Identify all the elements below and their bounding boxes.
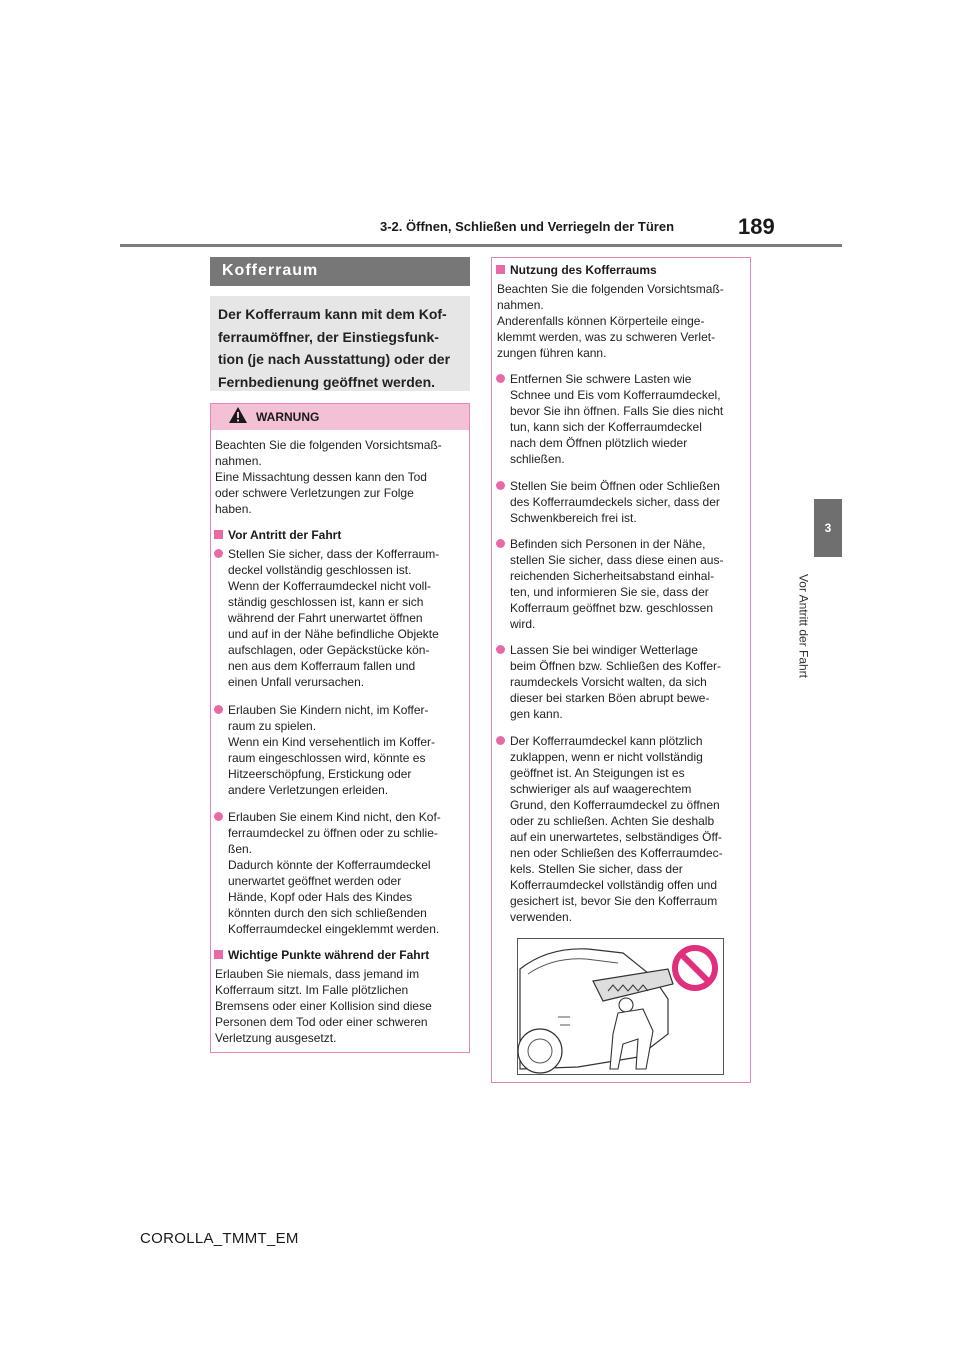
text-line: nahmen.	[497, 298, 544, 312]
text-line: unerwartet geöffnet werden oder	[228, 874, 402, 888]
text-line: Grund, den Kofferraumdeckel zu öffnen	[510, 798, 720, 812]
text-line: Stellen Sie sicher, dass der Kofferraum-	[228, 547, 440, 561]
right-bullet-5	[496, 733, 762, 925]
text-line: Schwenkbereich frei ist.	[510, 511, 637, 525]
text-line: geöffnet ist. An Steigungen ist es	[510, 766, 685, 780]
text-line: nen aus dem Kofferraum fallen und	[228, 659, 416, 673]
text-line: Erlauben Sie einem Kind nicht, den Kof-	[228, 810, 441, 824]
text-line: Beachten Sie die folgenden Vorsichtsmaß-	[215, 438, 442, 452]
text-line: des Kofferraumdeckels sicher, dass der	[510, 495, 720, 509]
warning-bullet-3	[214, 809, 480, 937]
section-title: Kofferraum	[222, 262, 319, 279]
text-line: Schnee und Eis vom Kofferraumdeckel,	[510, 388, 721, 402]
intro-line: Fernbedienung geöffnet werden.	[218, 373, 436, 390]
warning-subheading-2	[214, 947, 480, 963]
text-line: stellen Sie sicher, dass diese einen aus-	[510, 553, 724, 567]
text-line: raumdeckels Vorsicht walten, da sich	[510, 675, 707, 689]
text-line: zungen führen kann.	[497, 346, 607, 360]
text-line: nach dem Öffnen plötzlich wieder	[510, 436, 688, 450]
text-line: verwenden.	[510, 910, 573, 924]
text-line: oder zu schließen. Achten Sie deshalb	[510, 814, 715, 828]
text-line: Kofferraum sitzt. Im Falle plötzlichen	[215, 983, 409, 997]
text-line: zuklappen, wenn er nicht vollständig	[510, 750, 703, 764]
text-line: Eine Missachtung dessen kann den Tod	[215, 470, 427, 484]
intro-line: tion (je nach Ausstattung) oder der	[218, 351, 451, 367]
text-line: klemmt werden, was zu schweren Verlet-	[497, 330, 716, 344]
round-bullet-icon	[214, 549, 223, 558]
warning-title: WARNUNG	[256, 410, 320, 424]
text-line: haben.	[215, 502, 252, 516]
warning-triangle-icon	[228, 406, 248, 424]
text-line: Kofferraumdeckel eingeklemmt werden.	[228, 922, 440, 936]
prohibition-icon	[670, 943, 720, 993]
text-line: ten, und informieren Sie sie, dass der	[510, 585, 709, 599]
text-line: Verletzung ausgesetzt.	[215, 1031, 337, 1045]
text-line: Kofferraumdeckel vollständig offen und	[510, 878, 718, 892]
round-bullet-icon	[496, 539, 505, 548]
text-line: nahmen.	[215, 454, 262, 468]
intro-text	[218, 303, 466, 393]
text-line: könnten durch den sich schließenden	[228, 906, 427, 920]
section-header: 3-2. Öffnen, Schließen und Verriegeln der Türen	[380, 219, 675, 234]
square-bullet-icon	[214, 950, 223, 959]
subheading-text: Wichtige Punkte während der Fahrt	[228, 948, 430, 962]
text-line: raum eingeschlossen wird, könnte es	[228, 751, 426, 765]
text-line: Entfernen Sie schwere Lasten wie	[510, 372, 692, 386]
text-line: Wenn der Kofferraumdeckel nicht voll-	[228, 579, 431, 593]
text-line: kels. Stellen Sie sicher, dass der	[510, 862, 683, 876]
text-line: nen oder Schließen des Kofferraumdec-	[510, 846, 723, 860]
round-bullet-icon	[214, 705, 223, 714]
warning-paragraph-2	[215, 966, 465, 1046]
text-line: Bremsens oder einer Kollision sind diese	[215, 999, 432, 1013]
right-bullet-2	[496, 478, 762, 526]
intro-line: Der Kofferraum kann mit dem Kof-	[218, 306, 447, 322]
text-line: raum zu spielen.	[228, 719, 317, 733]
warning-subheading-1	[214, 527, 478, 543]
square-bullet-icon	[214, 530, 223, 539]
text-line: gen kann.	[510, 707, 563, 721]
text-line: Befinden sich Personen in der Nähe,	[510, 537, 706, 551]
text-line: Anderenfalls können Körperteile einge-	[497, 314, 705, 328]
right-intro	[497, 281, 747, 361]
right-bullet-1	[496, 371, 762, 467]
page-number: 189	[738, 214, 775, 239]
warning-bullet-1	[214, 546, 480, 690]
subheading-text: Vor Antritt der Fahrt	[228, 528, 342, 542]
text-line: Wenn ein Kind versehentlich im Koffer-	[228, 735, 435, 749]
text-line: während der Fahrt unerwartet öffnen	[228, 611, 423, 625]
text-line: Hitzeerschöpfung, Erstickung oder	[228, 767, 412, 781]
round-bullet-icon	[214, 812, 223, 821]
text-line: aufschlagen, oder Gepäckstücke kön-	[228, 643, 430, 657]
text-line: gesichert ist, bevor Sie den Kofferraum	[510, 894, 718, 908]
text-line: dieser bei starken Böen abrupt bewe-	[510, 691, 710, 705]
text-line: ständig geschlossen ist, kann er sich	[228, 595, 424, 609]
text-line: ferraumdeckel zu öffnen oder zu schlie-	[228, 826, 438, 840]
text-line: tun, kann sich der Kofferraumdeckel	[510, 420, 702, 434]
text-line: beim Öffnen bzw. Schließen des Koffer-	[510, 659, 722, 673]
text-line: schwieriger als auf waagerechtem	[510, 782, 692, 796]
chapter-label	[791, 565, 809, 690]
warning-header	[211, 404, 469, 430]
round-bullet-icon	[496, 481, 505, 490]
text-line: oder schwere Verletzungen zur Folge	[215, 486, 414, 500]
text-line: reichenden Sicherheitsabstand einhal-	[510, 569, 715, 583]
document-code: COROLLA_TMMT_EM	[140, 1230, 299, 1247]
warning-bullet-2	[214, 702, 480, 798]
text-line: Hände, Kopf oder Hals des Kindes	[228, 890, 413, 904]
subheading-text: Nutzung des Kofferraums	[510, 263, 657, 277]
header-rule	[120, 244, 842, 247]
round-bullet-icon	[496, 374, 505, 383]
text-line: Beachten Sie die folgenden Vorsichtsmaß-	[497, 282, 724, 296]
chapter-tab: 3	[814, 499, 842, 557]
right-bullet-3	[496, 536, 762, 632]
trunk-illustration	[517, 938, 724, 1075]
text-line: Der Kofferraumdeckel kann plötzlich	[510, 734, 703, 748]
round-bullet-icon	[496, 736, 505, 745]
right-subheading	[496, 262, 760, 278]
text-line: Personen dem Tod oder einer schweren	[215, 1015, 428, 1029]
text-line: Erlauben Sie Kindern nicht, im Koffer-	[228, 703, 429, 717]
square-bullet-icon	[496, 265, 505, 274]
text-line: auf ein unerwartetes, selbständiges Öff-	[510, 830, 722, 844]
text-line: ßen.	[228, 842, 253, 856]
round-bullet-icon	[496, 645, 505, 654]
text-line: Kofferraum geöffnet bzw. geschlossen	[510, 601, 714, 615]
text-line: schließen.	[510, 452, 565, 466]
text-line: und auf in der Nähe befindliche Objekte	[228, 627, 439, 641]
warning-intro	[215, 437, 465, 517]
text-line: Lassen Sie bei windiger Wetterlage	[510, 643, 698, 657]
text-line: deckel vollständig geschlossen ist.	[228, 563, 412, 577]
text-line: Erlauben Sie niemals, dass jemand im	[215, 967, 420, 981]
intro-line: ferraumöffner, der Einstiegsfunk-	[218, 328, 439, 345]
right-bullet-4	[496, 642, 762, 722]
text-line: Dadurch könnte der Kofferraumdeckel	[228, 858, 431, 872]
text-line: wird.	[510, 617, 536, 631]
text-line: einen Unfall verursachen.	[228, 675, 365, 689]
text-line: Stellen Sie beim Öffnen oder Schließen	[510, 479, 720, 493]
text-line: andere Verletzungen erleiden.	[228, 783, 389, 797]
chapter-label-text: Vor Antritt der Fahrt	[796, 573, 811, 679]
text-line: bevor Sie ihn öffnen. Falls Sie dies nicht	[510, 404, 724, 418]
